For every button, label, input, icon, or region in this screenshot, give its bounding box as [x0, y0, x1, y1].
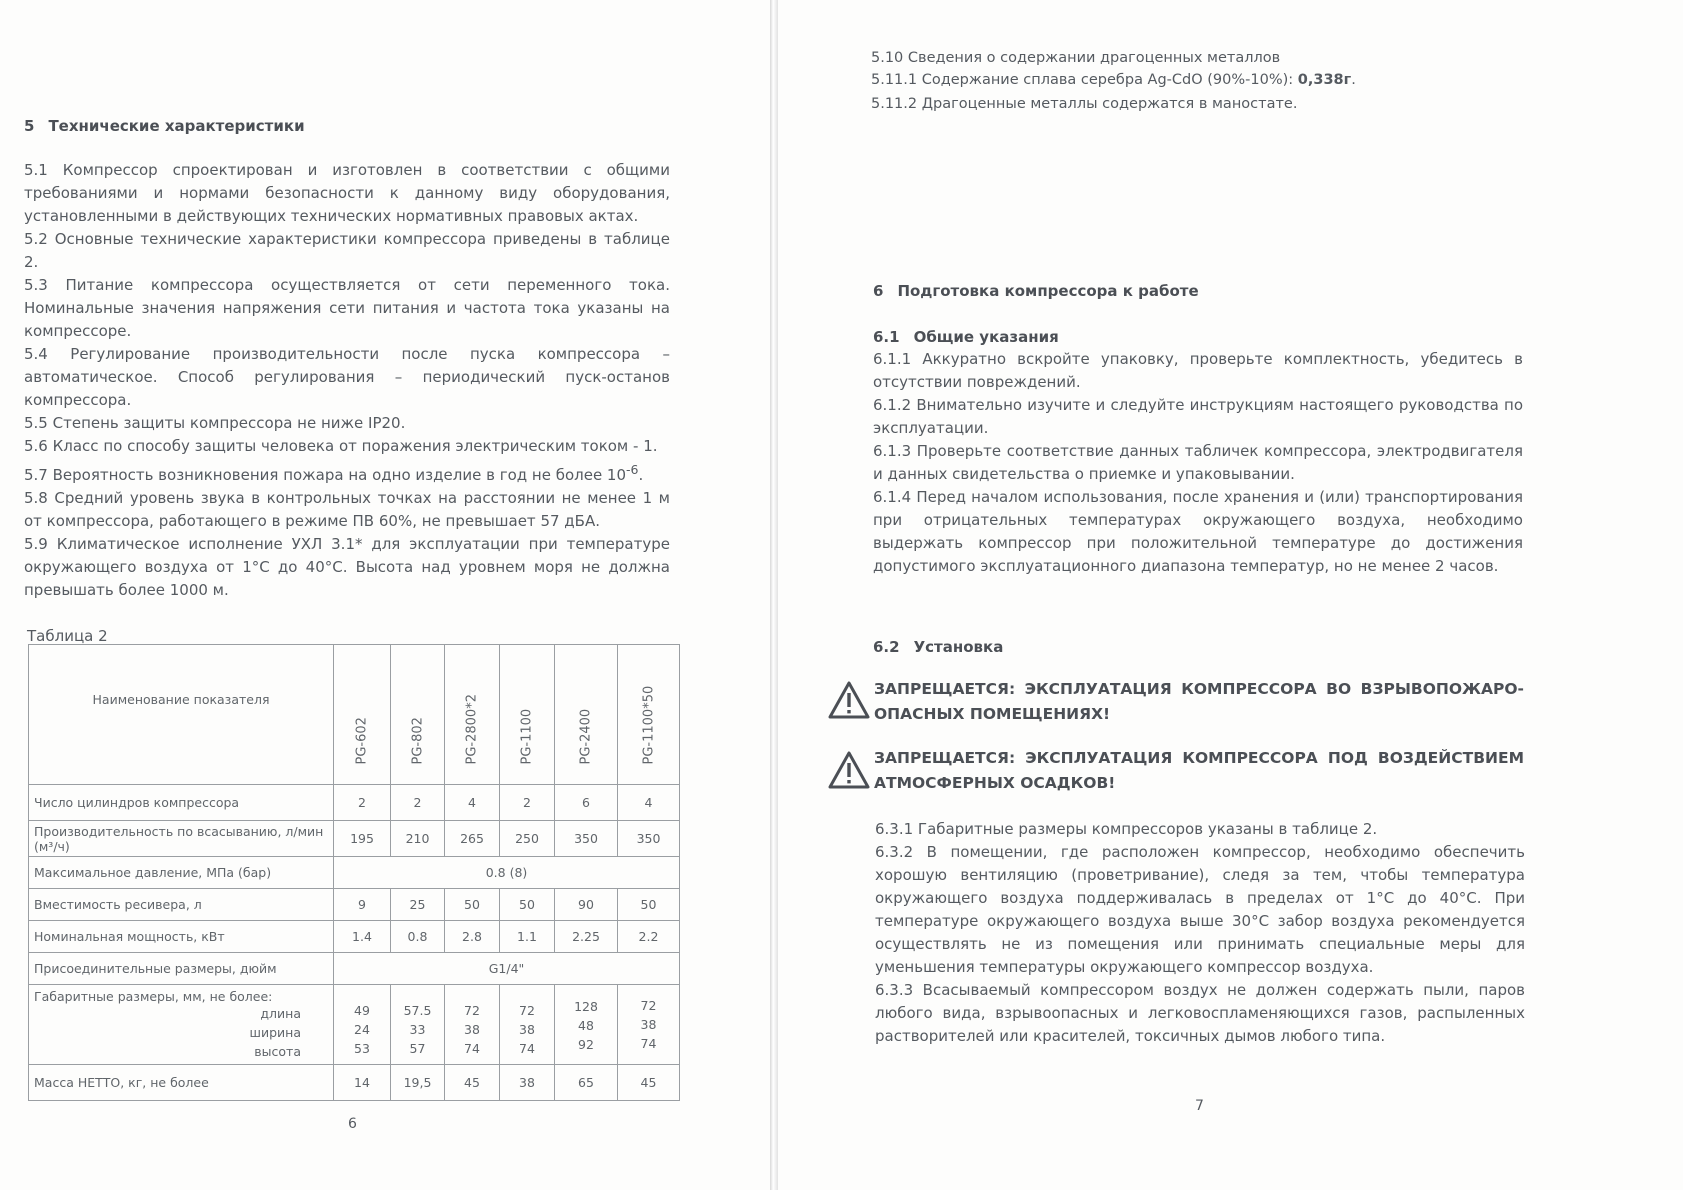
- warning-explosive-rooms: [874, 677, 1524, 727]
- table-row: [29, 821, 680, 857]
- cell: 1.4: [334, 921, 391, 953]
- dims-cell-3: [445, 985, 500, 1065]
- dim-value: 72: [640, 998, 657, 1013]
- section-5-heading: [24, 117, 305, 135]
- page-number-right: 7: [1195, 1098, 1204, 1114]
- warning-2-line-2: АТМОСФЕРНЫХ ОСАДКОВ!: [874, 774, 1116, 792]
- dim-sublabel-length: длина: [260, 1006, 301, 1021]
- cell: 50: [500, 889, 555, 921]
- dim-value: 92: [578, 1037, 594, 1052]
- table-row: [29, 889, 680, 921]
- row-label: Номинальная мощность, кВт: [29, 921, 334, 953]
- para-5-9: 5.9 Климатическое исполнение УХЛ 3.1* для эксплуатации при температуре окружающего воздуха от 1°С до 40°С. Высота над уровнем моря не должна превышать более 1000 м.: [24, 535, 670, 599]
- dim-value: 53: [354, 1041, 370, 1056]
- dim-value: 38: [464, 1022, 480, 1037]
- cell: 38: [500, 1065, 555, 1101]
- cell: 45: [445, 1065, 500, 1101]
- dim-value: 57.5: [403, 1003, 432, 1018]
- dim-value: 72: [519, 1003, 535, 1018]
- model-label: PG-1100*50: [641, 685, 656, 765]
- cell: 4: [445, 785, 500, 821]
- row-label: Вместимость ресивера, л: [29, 889, 334, 921]
- cell: 65: [555, 1065, 618, 1101]
- dim-value: 128: [574, 999, 598, 1014]
- dim-value: 74: [464, 1041, 480, 1056]
- para-6-3-2: 6.3.2 В помещении, где расположен компрессор, необходимо обеспечить хорошую вентиляцию (проветривание), следя за тем, чтобы температура окружающего воздуха поддерживалась в пределах от 1°С до 40°С. При температуре окружающего воздуха выше 30°С забор воздуха рекомендуется осуществлять не из помещения или принимать специальные меры для уменьшения температуры окружающего компрессор воздуха.: [875, 843, 1525, 976]
- subsection-6-1-number: 6.1: [873, 328, 900, 346]
- book-fold: [770, 0, 778, 1190]
- section-5-number: 5: [24, 117, 35, 135]
- para-6-1-3: 6.1.3 Проверьте соответствие данных табличек компрессора, электродвигателя и данных свидетельства о приемке и упаковывании.: [873, 442, 1523, 483]
- dims-cell-5: [555, 985, 618, 1065]
- row-label: Максимальное давление, МПа (бар): [29, 857, 334, 889]
- para-5-2: 5.2 Основные технические характеристики компрессора приведены в таблице 2.: [24, 230, 670, 271]
- table-row: [29, 857, 680, 889]
- para-5-5: 5.5 Степень защиты компрессора не ниже IP20.: [24, 414, 406, 432]
- metals-line-2-value: 0,338г: [1297, 72, 1352, 88]
- cell: 350: [555, 821, 618, 857]
- dims-cell-1: [334, 985, 391, 1065]
- model-label: PG-1100: [519, 708, 535, 765]
- cell: 45: [618, 1065, 680, 1101]
- cell: 1.1: [500, 921, 555, 953]
- cell: 2.25: [555, 921, 618, 953]
- dim-value: 38: [519, 1022, 535, 1037]
- cell: 90: [555, 889, 618, 921]
- table-row: [29, 985, 680, 1065]
- subsection-6-1-heading: [873, 328, 1059, 346]
- cell: 2.8: [445, 921, 500, 953]
- page-number-left: 6: [348, 1116, 357, 1132]
- dim-value: 33: [409, 1022, 426, 1037]
- model-header-2: [391, 645, 445, 785]
- para-5-7-sup: -6: [626, 462, 639, 477]
- model-label: PG-2800*2: [464, 694, 480, 765]
- dim-sublabel-height: высота: [254, 1044, 301, 1059]
- para-5-7-end: .: [638, 466, 644, 484]
- para-5-1: 5.1 Компрессор спроектирован и изготовлен в соответствии с общими требованиями и нормами безопасности к данному виду оборудования, установленными в действующих технических нормативных правовых актах.: [24, 161, 670, 225]
- metals-line-2-text: 5.11.1 Содержание сплава серебра Ag-CdO (90%-10%):: [871, 72, 1294, 88]
- subsection-6-3-paragraphs: [875, 818, 1525, 1048]
- para-6-1-2: 6.1.2 Внимательно изучите и следуйте инструкциям настоящего руководства по эксплуатации.: [873, 396, 1523, 437]
- section-6-heading: [873, 282, 1199, 300]
- row-label: Производительность по всасыванию, л/мин (м³/ч): [29, 821, 334, 857]
- para-6-1-4: 6.1.4 Перед началом использования, после хранения и (или) транспортирования при отрицательных температурах окружающего воздуха, необходимо выдержать компрессор при положительной температуре до достижения допустимого эксплуатационного диапазона температур, но не менее 2 часов.: [873, 488, 1523, 575]
- cell: 250: [500, 821, 555, 857]
- cell: 9: [334, 889, 391, 921]
- warning-1-line-1: ЗАПРЕЩАЕТСЯ: ЭКСПЛУАТАЦИЯ КОМПРЕССОРА ВО ВЗРЫВОПОЖАРО-: [874, 680, 1524, 698]
- model-header-1: [334, 645, 391, 785]
- left-page: [0, 0, 770, 1190]
- table-row: [29, 953, 680, 985]
- dims-cell-4: [500, 985, 555, 1065]
- cell: 2: [391, 785, 445, 821]
- cell: 14: [334, 1065, 391, 1101]
- row-label: Масса НЕТТО, кг, не более: [29, 1065, 334, 1101]
- para-5-6: 5.6 Класс по способу защиты человека от поражения электрическим током - 1.: [24, 437, 658, 455]
- subsection-6-1-title: Общие указания: [913, 328, 1059, 346]
- section-5-paragraphs: [24, 159, 670, 602]
- merged-cell: 0.8 (8): [334, 857, 680, 889]
- cell: 6: [555, 785, 618, 821]
- cell: 4: [618, 785, 680, 821]
- cell: 50: [445, 889, 500, 921]
- para-6-3-1: 6.3.1 Габаритные размеры компрессоров указаны в таблице 2.: [875, 820, 1378, 838]
- row-label: Присоединительные размеры, дюйм: [29, 953, 334, 985]
- para-5-7: [24, 458, 670, 487]
- cell: 0.8: [391, 921, 445, 953]
- tech-specs-table: [28, 644, 680, 1101]
- warning-triangle-icon: [828, 680, 870, 720]
- metals-line-1: 5.10 Сведения о содержании драгоценных металлов: [871, 50, 1281, 66]
- header-name-cell: Наименование показателя: [29, 645, 334, 785]
- dimensions-label-cell: [29, 985, 334, 1065]
- table-row: [29, 1065, 680, 1101]
- model-header-6: [618, 645, 680, 785]
- right-page: [778, 0, 1683, 1190]
- dim-value: 72: [464, 1003, 480, 1018]
- merged-cell: G1/4": [334, 953, 680, 985]
- model-header-4: [500, 645, 555, 785]
- cell: 19,5: [391, 1065, 445, 1101]
- section-6-number: 6: [873, 282, 884, 300]
- dim-value: 74: [640, 1036, 657, 1051]
- table-header-row: [29, 645, 680, 785]
- dims-cell-6: [618, 985, 680, 1065]
- table-row: [29, 785, 680, 821]
- cell: 25: [391, 889, 445, 921]
- model-header-5: [555, 645, 618, 785]
- dim-value: 49: [354, 1003, 370, 1018]
- para-5-7-text: 5.7 Вероятность возникновения пожара на одно изделие в год не более 10: [24, 466, 627, 484]
- subsection-6-2-number: 6.2: [873, 638, 900, 656]
- cell: 210: [391, 821, 445, 857]
- cell: 2: [334, 785, 391, 821]
- model-label: PG-802: [410, 717, 425, 765]
- warning-2-line-1: ЗАПРЕЩАЕТСЯ: ЭКСПЛУАТАЦИЯ КОМПРЕССОРА ПОД ВОЗДЕЙСТВИЕМ: [874, 749, 1524, 767]
- cell: 2.2: [618, 921, 680, 953]
- cell: 50: [618, 889, 680, 921]
- model-label: PG-602: [354, 717, 370, 765]
- warning-1-line-2: ОПАСНЫХ ПОМЕЩЕНИЯХ!: [874, 705, 1111, 723]
- cell: 195: [334, 821, 391, 857]
- cell: 350: [618, 821, 680, 857]
- subsection-6-2-heading: [873, 638, 1003, 656]
- dim-value: 38: [640, 1017, 657, 1032]
- para-5-3: 5.3 Питание компрессора осуществляется от сети переменного тока. Номинальные значения напряжения сети питания и частота тока указаны на компрессоре.: [24, 276, 670, 340]
- metals-line-2-end: .: [1351, 72, 1356, 88]
- dim-value: 24: [354, 1022, 370, 1037]
- metals-line-2: [871, 72, 1356, 88]
- row-label: Число цилиндров компрессора: [29, 785, 334, 821]
- warning-triangle-icon: [828, 750, 870, 790]
- dims-cell-2: [391, 985, 445, 1065]
- model-label: PG-2400: [578, 708, 594, 765]
- subsection-6-1-paragraphs: [873, 348, 1523, 578]
- para-6-1-1: 6.1.1 Аккуратно вскройте упаковку, проверьте комплектность, убедитесь в отсутствии повреждений.: [873, 350, 1523, 391]
- dim-sublabel-width: ширина: [249, 1025, 301, 1040]
- model-header-3: [445, 645, 500, 785]
- para-5-8: 5.8 Средний уровень звука в контрольных точках на расстоянии не менее 1 м от компрессора, работающего в режиме ПВ 60%, не превышает 57 дБА.: [24, 489, 670, 530]
- dim-value: 74: [519, 1041, 535, 1056]
- dim-value: 48: [578, 1018, 594, 1033]
- row-label: Габаритные размеры, мм, не более:: [34, 989, 273, 1004]
- cell: 2: [500, 785, 555, 821]
- para-6-3-3: 6.3.3 Всасываемый компрессором воздух не должен содержать пыли, паров любого вида, взрывоопасных и легковоспламеняющихся газов, распыленных растворителей или красителей, токсичных дымов любого типа.: [875, 981, 1525, 1045]
- section-5-title: Технические характеристики: [48, 117, 305, 135]
- subsection-6-2-title: Установка: [913, 638, 1004, 656]
- dim-value: 57: [409, 1041, 426, 1056]
- warning-precipitation: [874, 746, 1524, 796]
- table-row: [29, 921, 680, 953]
- para-5-4: 5.4 Регулирование производительности после пуска компрессора – автоматическое. Способ регулирования – периодический пуск-останов компрессора.: [24, 345, 670, 409]
- metals-line-3: 5.11.2 Драгоценные металлы содержатся в маностате.: [871, 96, 1298, 112]
- section-6-title: Подготовка компрессора к работе: [897, 282, 1199, 300]
- cell: 265: [445, 821, 500, 857]
- table-caption: Таблица 2: [27, 627, 108, 645]
